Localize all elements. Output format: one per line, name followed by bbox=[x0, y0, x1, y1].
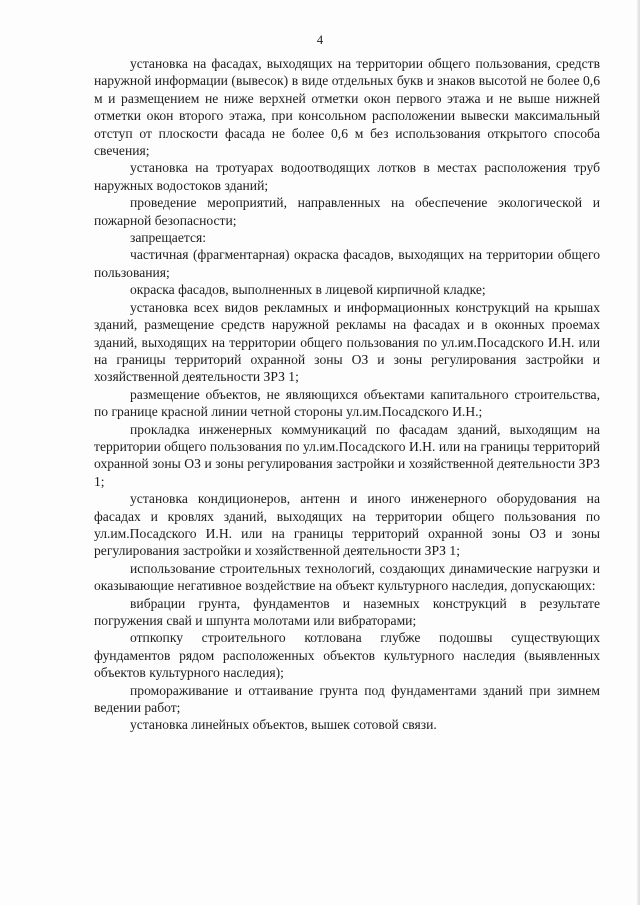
paragraph-advertising-structures: установка всех видов рекламных и информационных конструкций на крышах зданий, размещение средств наружной рекламы на фасадах и в оконных проемах зданий, выходящих на территории общего пользования по ул.им.Посадского И.Н. или на границы территорий охранной зоны ОЗ и зоны регулирования застройки и хозяйственной деятельности ЗРЗ 1; bbox=[94, 299, 600, 385]
paragraph-excavation: отпкопку строительного котлована глубже подошвы существующих фундаментов рядом расположенных объектов культурного наследия (выявленных объектов культурного наследия); bbox=[94, 630, 600, 681]
paragraph-prohibited-heading: запрещается: bbox=[130, 230, 207, 246]
paragraph-brick-painting: окраска фасадов, выполненных в лицевой кирпичной кладке; bbox=[130, 282, 486, 298]
paragraph-drainage-trays: установка на тротуарах водоотводящих лотков в местах расположения труб наружных водостоков зданий; bbox=[94, 160, 600, 193]
paragraph-utility-lines: прокладка инженерных коммуникаций по фасадам зданий, выходящим на территории общего пользования по ул.им.Посадского И.Н. или на границы территорий охранной зоны ОЗ и зоны регулирования застройки и хозяйственной деятельности ЗРЗ 1; bbox=[94, 421, 600, 489]
paragraph-freezing: промораживание и оттаивание грунта под фундаментами зданий при зимнем ведении работ; bbox=[94, 682, 600, 716]
paragraph-linear-objects: установка линейных объектов, вышек сотовой связи. bbox=[130, 717, 437, 733]
paragraph-vibrations: вибрации грунта, фундаментов и наземных конструкций в результате погружения свай и шпунта молотами или вибраторами; bbox=[94, 595, 600, 628]
paragraph-safety-measures: проведение мероприятий, направленных на обеспечение экологической и пожарной безопасности; bbox=[94, 195, 600, 228]
paragraph-partial-painting: частичная (фрагментарная) окраска фасадов, выходящих на территории общего пользования; bbox=[94, 247, 600, 280]
paragraph-signage: установка на фасадах, выходящих на территории общего пользования, средств наружной информации (вывесок) в виде отдельных букв и знаков высотой не более 0,6 м и размещением не ниже верхней отметки окон первого этажа и не выше нижней отметки окон второго этажа, при консольном расположении вывески максимальный отступ от плоскости фасада не более 0,6 м без использования открытого способа свечения; bbox=[94, 56, 600, 159]
paragraph-non-capital-objects: размещение объектов, не являющихся объектами капитального строительства, по границе красной линии четной стороны ул.им.Посадского И.Н.; bbox=[94, 386, 600, 420]
paragraph-construction-technologies: использование строительных технологий, создающих динамические нагрузки и оказывающие негативное воздействие на объект культурного наследия, допускающих: bbox=[94, 560, 600, 594]
page-number: 4 bbox=[316, 33, 324, 47]
document-body bbox=[94, 55, 600, 734]
paragraph-air-conditioners: установка кондиционеров, антенн и иного инженерного оборудования на фасадах и кровлях зданий, выходящих на территории общего пользования по ул.им.Посадского И.Н. или на границы территорий охранной зоны ОЗ и зоны регулирования застройки и хозяйственной деятельности ЗРЗ 1; bbox=[94, 491, 600, 559]
